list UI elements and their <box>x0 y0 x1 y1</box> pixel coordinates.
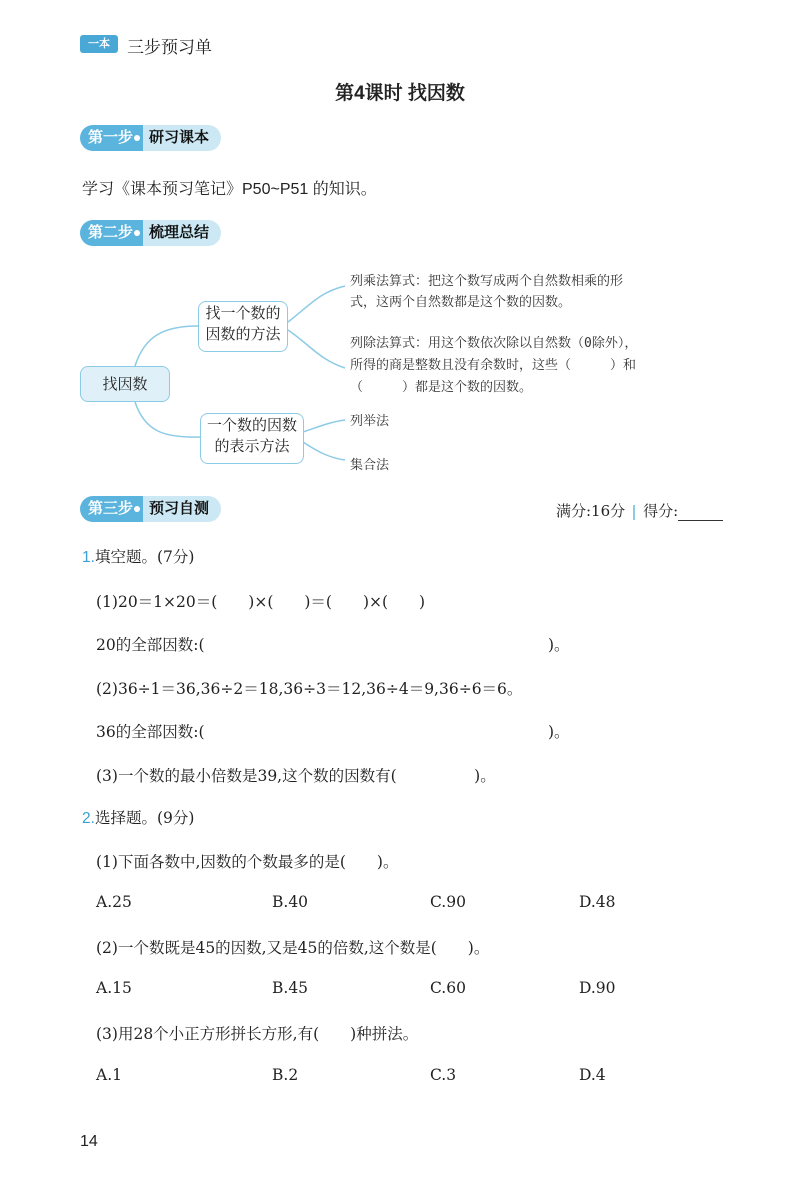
q2-item3-option-d: D.4 <box>579 1066 606 1084</box>
q2-item2-option-c: C.60 <box>430 979 466 997</box>
mult-method-line2: 式，这两个自然数都是这个数的因数。 <box>350 295 572 310</box>
q2-item3-option-c: C.3 <box>430 1066 457 1084</box>
score-label: 得分: <box>643 502 679 520</box>
q2-item3-stem: (3)用28个小正方形拼长方形,有( )种拼法。 <box>96 1025 419 1043</box>
mult-method-line1: 列乘法算式：把这个数写成两个自然数相乘的形 <box>350 274 624 289</box>
q2-item1-stem: (1)下面各数中,因数的个数最多的是( )。 <box>96 853 399 871</box>
lesson-title: 第4课时 找因数 <box>335 83 465 104</box>
q2-title: 选择题。(9分) <box>94 809 195 827</box>
q1-line2a: 20的全部因数:( <box>96 636 205 654</box>
q2-number: 2. <box>82 810 95 827</box>
mindmap-branch2-line1: 一个数的因数 <box>206 416 297 434</box>
q2-item2-option-a: A.15 <box>96 979 132 997</box>
q2-item1-option-b: B.40 <box>272 893 309 911</box>
score-blank[interactable] <box>678 506 723 521</box>
mindmap-branch1-line1: 找一个数的 <box>205 304 281 322</box>
q1-line5: (3)一个数的最小倍数是39,这个数的因数有( )。 <box>96 767 496 785</box>
mindmap-branch-methods <box>198 301 288 352</box>
mindmap-branch2-line2: 的表示方法 <box>214 437 290 455</box>
div-method-line2: 所得的商是整数且没有余数时，这些（ ）和 <box>350 358 637 373</box>
q1-line1: (1)20＝1×20＝( )×( )＝( )×( ) <box>96 593 426 611</box>
mindmap-root: 找因数 <box>80 366 170 402</box>
q1-line2b: )。 <box>548 636 570 654</box>
series-title: 三步预习单 <box>127 38 212 57</box>
mindmap-branch1-line2: 因数的方法 <box>205 325 281 343</box>
step1-label: 研习课本 <box>143 125 221 151</box>
list-method: 列举法 <box>350 414 390 429</box>
page-number: 14 <box>80 1133 98 1150</box>
step-dot-icon <box>134 135 140 141</box>
q2-item2-option-b: B.45 <box>272 979 309 997</box>
q2-item2-stem: (2)一个数既是45的因数,又是45的倍数,这个数是( )。 <box>96 939 490 957</box>
mindmap-branch-representation <box>200 413 304 464</box>
q2-item1-option-a: A.25 <box>96 893 132 911</box>
q2-item2-option-d: D.90 <box>579 979 616 997</box>
step2-label: 梳理总结 <box>143 220 221 246</box>
q2-item1-option-c: C.90 <box>430 893 466 911</box>
q1-number: 1. <box>82 549 95 566</box>
step3-pill <box>80 496 221 522</box>
step-dot-icon <box>134 506 140 512</box>
set-method: 集合法 <box>350 458 390 473</box>
full-score: 满分:16分 <box>556 502 626 520</box>
q2-heading <box>82 806 194 828</box>
q1-heading <box>82 545 194 567</box>
step-dot-icon <box>134 230 140 236</box>
q1-line4a: 36的全部因数:( <box>96 723 205 741</box>
step3-label: 预习自测 <box>143 496 221 522</box>
q2-item1-option-d: D.48 <box>579 893 616 911</box>
brand-logo: 一本 <box>80 35 118 53</box>
q2-item3-option-b: B.2 <box>272 1066 299 1084</box>
q1-line3: (2)36÷1＝36,36÷2＝18,36÷3＝12,36÷4＝9,36÷6＝6。 <box>96 680 523 698</box>
div-method-line1: 列除法算式：用这个数依次除以自然数（0除外）， <box>350 336 638 351</box>
step1-instruction: 学习《课本预习笔记》P50~P51 的知识。 <box>82 181 377 198</box>
q1-line4b: )。 <box>548 723 570 741</box>
step2-number: 第二步 <box>80 220 143 246</box>
score-divider <box>633 505 635 520</box>
q1-title: 填空题。(7分) <box>94 548 195 566</box>
step3-number: 第三步 <box>80 496 143 522</box>
step1-number: 第一步 <box>80 125 143 151</box>
mindmap-connectors <box>0 0 800 500</box>
div-method-line3: （ ）都是这个数的因数。 <box>350 380 533 395</box>
score-area <box>556 500 723 521</box>
q2-item3-option-a: A.1 <box>96 1066 122 1084</box>
